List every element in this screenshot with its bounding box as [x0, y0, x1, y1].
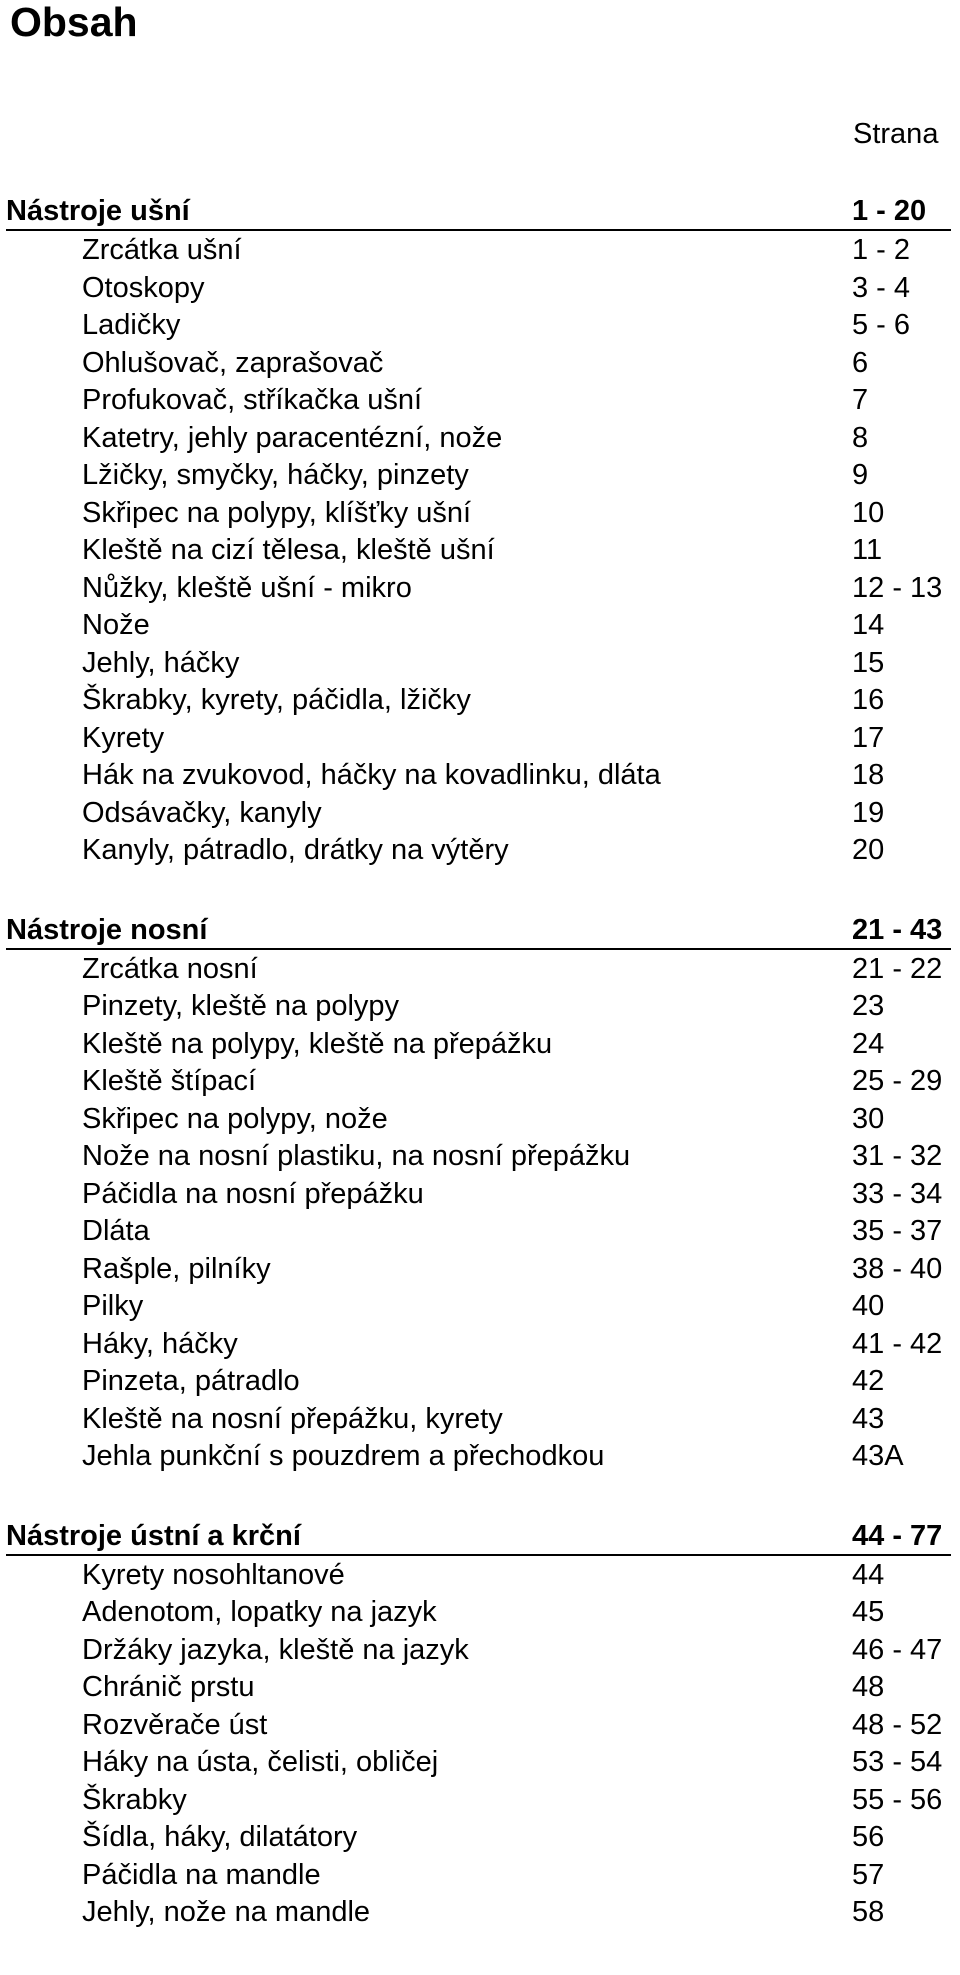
entry-title: Nůžky, kleště ušní - mikro [82, 571, 412, 604]
entry-page-number: 23 [852, 990, 885, 1022]
entry-page-number: 3 - 4 [852, 271, 911, 304]
entry-page-number: 24 [852, 1027, 885, 1060]
entry-page-number: 12 - 13 [852, 571, 943, 604]
toc-entry [0, 1362, 960, 1400]
entry-title: Dláta [82, 1215, 150, 1247]
entry-title: Pinzety, kleště na polypy [82, 990, 400, 1022]
toc-entry [0, 1743, 960, 1781]
section-page-range: 1 - 20 [852, 195, 927, 227]
toc-entry [0, 1250, 960, 1288]
toc-entry [0, 1287, 960, 1325]
entry-page-number: 44 [852, 1558, 885, 1591]
entry-page-number: 6 [852, 346, 869, 379]
entry-page-number: 35 - 37 [852, 1215, 943, 1247]
toc-entry [0, 756, 960, 794]
entry-title: Jehly, nože na mandle [82, 1896, 371, 1928]
entry-page-number: 19 [852, 796, 885, 829]
entry-title: Katetry, jehly paracentézní, nože [82, 421, 503, 454]
toc-entry [0, 381, 960, 419]
entry-page-number: 11 [852, 534, 883, 566]
toc-entry [0, 681, 960, 719]
toc-entry [0, 456, 960, 494]
entry-title: Ohlušovač, zaprašovač [82, 346, 384, 379]
entry-page-number: 55 - 56 [852, 1783, 943, 1816]
toc-entry [0, 1781, 960, 1819]
toc-entry [0, 1856, 960, 1894]
toc-entry [0, 1325, 960, 1363]
entry-title: Kyrety nosohltanové [82, 1558, 345, 1591]
entry-title: Šídla, háky, dilatátory [82, 1821, 358, 1853]
toc-entry [0, 1593, 960, 1631]
entry-title: Hák na zvukovod, háčky na kovadlinku, dláta [82, 759, 661, 791]
toc-section [0, 1519, 960, 1931]
toc-entry [0, 1631, 960, 1669]
entry-title: Profukovač, stříkačka ušní [82, 384, 423, 416]
toc-entry [0, 494, 960, 532]
entry-title: Ladičky [82, 309, 181, 341]
entry-title: Skřipec na polypy, nože [82, 1102, 388, 1135]
entry-page-number: 5 - 6 [852, 309, 911, 341]
section-header [6, 194, 951, 231]
entry-page-number: 21 - 22 [852, 952, 943, 985]
toc-entry [0, 1025, 960, 1063]
toc-entry [0, 1556, 960, 1594]
entry-page-number: 8 [852, 421, 869, 454]
section-header [6, 1519, 951, 1556]
entry-page-number: 45 [852, 1596, 885, 1628]
toc-entry [0, 1437, 960, 1475]
entry-title: Nože na nosní plastiku, na nosní přepážku [82, 1140, 631, 1172]
entry-title: Rozvěrače úst [82, 1708, 268, 1741]
entry-page-number: 10 [852, 496, 885, 529]
entry-page-number: 9 [852, 459, 869, 491]
entry-title: Kleště štípací [82, 1065, 257, 1097]
entry-title: Kleště na polypy, kleště na přepážku [82, 1027, 553, 1060]
entry-title: Zrcátka nosní [82, 952, 258, 985]
entry-page-number: 56 [852, 1821, 885, 1853]
toc-entry [0, 794, 960, 832]
entry-title: Kleště na cizí tělesa, kleště ušní [82, 534, 495, 566]
toc-entry [0, 531, 960, 569]
toc-section [0, 194, 960, 869]
entry-title: Nože [82, 609, 150, 641]
entry-title: Škrabky, kyrety, páčidla, lžičky [82, 684, 471, 716]
section-title: Nástroje ušní [6, 195, 190, 227]
toc-entry [0, 231, 960, 269]
entry-title: Odsávačky, kanyly [82, 796, 322, 829]
entry-page-number: 33 - 34 [852, 1177, 943, 1210]
toc-entry [0, 831, 960, 869]
entry-title: Držáky jazyka, kleště na jazyk [82, 1633, 469, 1666]
entry-title: Zrcátka ušní [82, 234, 242, 266]
entry-page-number: 57 [852, 1858, 885, 1891]
entry-page-number: 43A [852, 1440, 904, 1472]
section-page-range: 44 - 77 [852, 1519, 943, 1552]
table-of-contents [0, 194, 960, 1975]
entry-page-number: 42 [852, 1365, 885, 1397]
toc-entry [0, 306, 960, 344]
entry-page-number: 43 [852, 1402, 885, 1435]
entry-title: Rašple, pilníky [82, 1252, 271, 1285]
entry-page-number: 17 [852, 721, 885, 754]
toc-entry [0, 419, 960, 457]
entry-title: Háky na ústa, čelisti, obličej [82, 1746, 439, 1778]
toc-entry [0, 1100, 960, 1138]
entry-page-number: 31 - 32 [852, 1140, 943, 1172]
toc-entry [0, 950, 960, 988]
entry-title: Jehly, háčky [82, 646, 240, 679]
toc-entry [0, 569, 960, 607]
page-title: Obsah [10, 0, 138, 45]
entry-page-number: 15 [852, 646, 885, 679]
toc-entry [0, 987, 960, 1025]
entry-page-number: 16 [852, 684, 885, 716]
entry-title: Jehla punkční s pouzdrem a přechodkou [82, 1440, 605, 1472]
entry-page-number: 41 - 42 [852, 1327, 943, 1360]
toc-entry [0, 1668, 960, 1706]
entry-page-number: 53 - 54 [852, 1746, 943, 1778]
section-header [6, 913, 951, 950]
section-title: Nástroje ústní a krční [6, 1519, 301, 1552]
toc-entry [0, 269, 960, 307]
entry-page-number: 20 [852, 834, 885, 866]
entry-page-number: 58 [852, 1896, 885, 1928]
entry-title: Lžičky, smyčky, háčky, pinzety [82, 459, 469, 491]
entry-title: Škrabky [82, 1783, 187, 1816]
entry-page-number: 48 [852, 1671, 885, 1703]
section-title: Nástroje nosní [6, 913, 208, 946]
toc-entry [0, 1062, 960, 1100]
entry-title: Kleště na nosní přepážku, kyrety [82, 1402, 503, 1435]
toc-entry [0, 644, 960, 682]
entry-page-number: 14 [852, 609, 885, 641]
entry-page-number: 18 [852, 759, 885, 791]
entry-title: Páčidla na mandle [82, 1858, 321, 1891]
entry-page-number: 38 - 40 [852, 1252, 943, 1285]
toc-entry [0, 1706, 960, 1744]
toc-entry [0, 1175, 960, 1213]
entry-page-number: 30 [852, 1102, 885, 1135]
entry-page-number: 7 [852, 384, 869, 416]
toc-entry [0, 606, 960, 644]
entry-title: Kanyly, pátradlo, drátky na výtěry [82, 834, 509, 866]
entry-title: Páčidla na nosní přepážku [82, 1177, 424, 1210]
page-column-label: Strana [853, 118, 939, 150]
entry-title: Pilky [82, 1290, 144, 1322]
toc-entry [0, 1818, 960, 1856]
entry-page-number: 40 [852, 1290, 885, 1322]
entry-title: Adenotom, lopatky na jazyk [82, 1596, 437, 1628]
toc-entry [0, 719, 960, 757]
entry-title: Otoskopy [82, 271, 205, 304]
entry-title: Pinzeta, pátradlo [82, 1365, 300, 1397]
entry-title: Chránič prstu [82, 1671, 255, 1703]
entry-title: Háky, háčky [82, 1327, 238, 1360]
entry-page-number: 48 - 52 [852, 1708, 943, 1741]
toc-entry [0, 344, 960, 382]
entry-title: Kyrety [82, 721, 165, 754]
entry-page-number: 46 - 47 [852, 1633, 943, 1666]
toc-entry [0, 1400, 960, 1438]
toc-entry [0, 1137, 960, 1175]
entry-title: Skřipec na polypy, klíšťky ušní [82, 496, 472, 529]
entry-page-number: 1 - 2 [852, 234, 911, 266]
toc-section [0, 913, 960, 1475]
section-page-range: 21 - 43 [852, 913, 943, 946]
toc-entry [0, 1212, 960, 1250]
entry-page-number: 25 - 29 [852, 1065, 943, 1097]
